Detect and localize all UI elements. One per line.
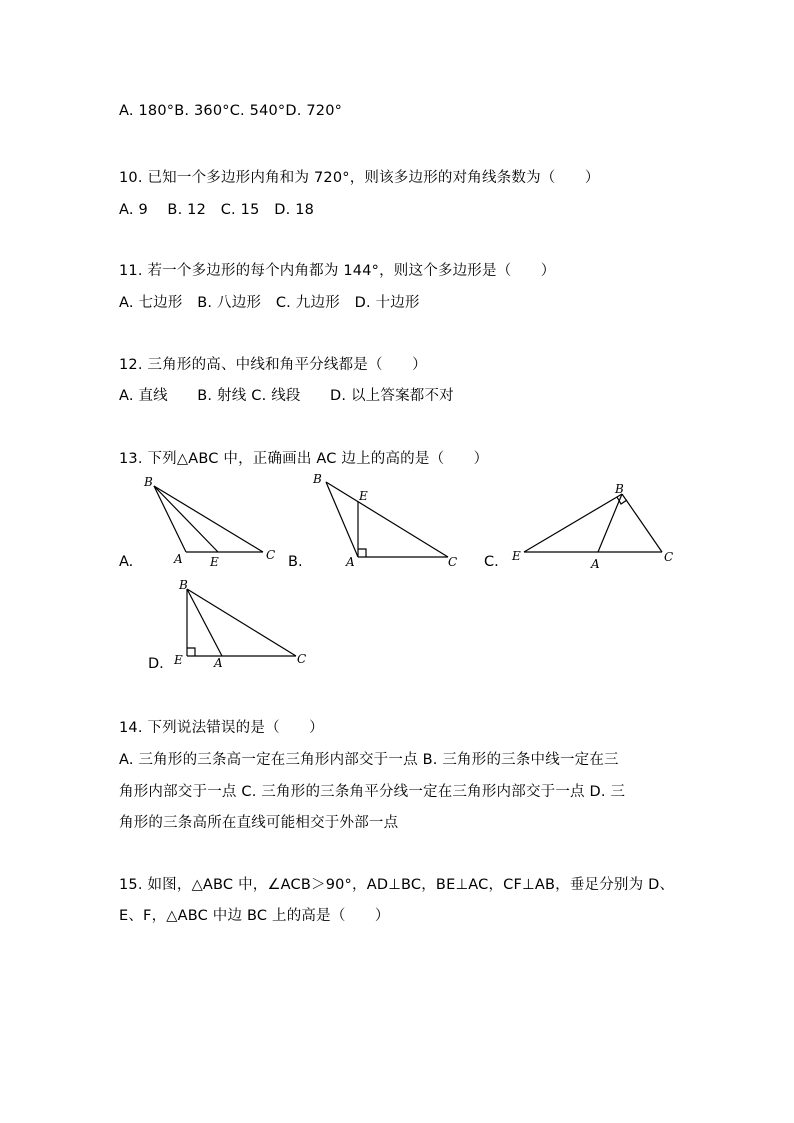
q14-option-line-3: 角形的三条高所在直线可能相交于外部一点	[119, 815, 399, 831]
option-b-label: B.	[288, 554, 303, 570]
q15-stem-line-1: 15. 如图，△ABC 中，∠ACB＞90°，AD⊥BC，BE⊥AC，CF⊥AB，垂足分别为 D、	[119, 877, 675, 893]
option-c-label: C.	[484, 554, 499, 570]
q10-options: A. 9 B. 12 C. 15 D. 18	[119, 202, 315, 218]
fig-d-point-a: A	[214, 656, 223, 670]
q13-stem: 13. 下列△ABC 中，正确画出 AC 边上的高的是（ ）	[119, 451, 489, 467]
q14-option-line-2: 角形内部交于一点 C. 三角形的三条角平分线一定在三角形内部交于一点 D. 三	[119, 784, 626, 800]
q14-option-line-1: A. 三角形的三条高一定在三角形内部交于一点 B. 三角形的三条中线一定在三	[119, 752, 619, 768]
fig-c-point-b: B	[615, 482, 624, 496]
fig-d-point-e: E	[174, 653, 183, 667]
fig-b-point-b: B	[313, 472, 322, 486]
q12-options: A. 直线 B. 射线 C. 线段 D. 以上答案都不对	[119, 388, 454, 404]
q9-options: A. 180°B. 360°C. 540°D. 720°	[119, 103, 343, 119]
fig-b-point-e: E	[359, 489, 368, 503]
fig-a-point-a: A	[174, 552, 183, 566]
q11-options: A. 七边形 B. 八边形 C. 九边形 D. 十边形	[119, 295, 420, 311]
q11-stem: 11. 若一个多边形的每个内角都为 144°，则这个多边形是（ ）	[119, 263, 556, 279]
fig-b-point-c: C	[448, 555, 458, 569]
option-a-label: A.	[119, 554, 134, 570]
q14-stem: 14. 下列说法错误的是（ ）	[119, 720, 324, 736]
option-d-label: D.	[148, 656, 164, 672]
q12-stem: 12. 三角形的高、中线和角平分线都是（ ）	[119, 357, 427, 373]
fig-c-point-c: C	[664, 550, 674, 564]
fig-d-point-b: B	[179, 578, 188, 592]
fig-c-point-e: E	[512, 549, 521, 563]
fig-d-point-c: C	[297, 652, 307, 666]
fig-a-point-e: E	[210, 555, 219, 569]
fig-a-point-c: C	[266, 548, 276, 562]
fig-a-point-b: B	[144, 475, 153, 489]
fig-c-point-a: A	[591, 557, 600, 571]
q15-stem-line-2: E、F，△ABC 中边 BC 上的高是（ ）	[119, 908, 390, 924]
fig-b-point-a: A	[346, 555, 355, 569]
q10-stem: 10. 已知一个多边形内角和为 720°，则该多边形的对角线条数为（ ）	[119, 170, 600, 186]
